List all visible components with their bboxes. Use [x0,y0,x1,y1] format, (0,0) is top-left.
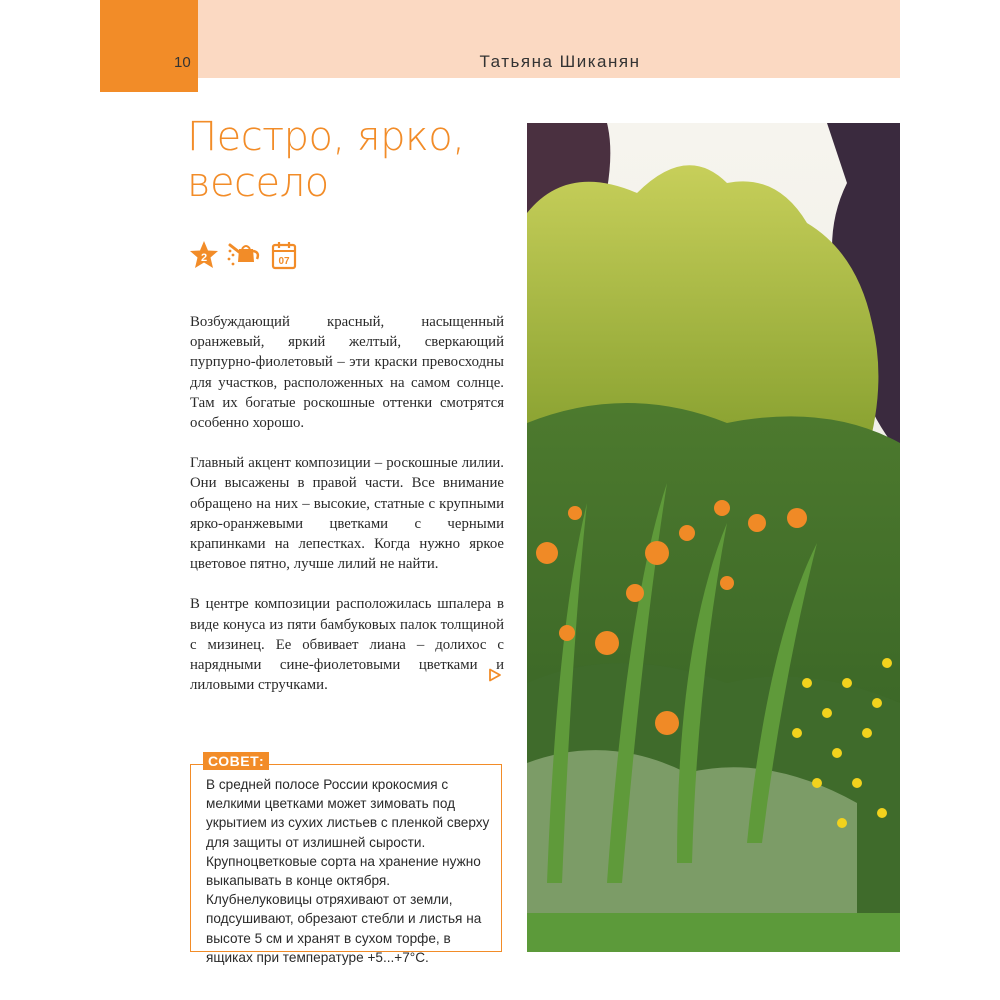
title-line-2: весело [187,160,329,206]
body-text [190,312,504,715]
garden-photo [527,123,900,952]
advice-text: В средней полосе России крокосмия с мелкими цветками может зимовать под укрытием из сухих листьев с пленкой сверху для защиты от излишней сырости. Крупноцветковые сорта на хранение нужно выкапывать в конце октября. Клубнелуковицы отряхивают от земли, подсушивают, обрезают стебли и листья на высоте 5 см и хранят в сухом торфе, в ящиках при температуре +5...+7°С. [206,777,490,965]
star-icon [189,240,219,270]
calendar-icon [271,240,297,270]
page-title [187,114,507,206]
advice-label: СОВЕТ: [203,752,269,770]
calendar-value: 07 [278,256,290,267]
watering-can-icon [227,240,261,270]
title-line-1: Пестро, ярко, [187,114,465,160]
author-name: Татьяна Шиканян [479,52,641,71]
page-tab [100,0,198,92]
paragraph-1: Возбуждающий красный, насыщенный оранжевый, яркий желтый, сверкающий пурпурно-фиолетовый – эти краски превосходны для участков, расположенных на самом солнце. Там их богатые роскошные оттенки смотрятся особенно хорошо. [190,314,504,432]
paragraph-2: Главный акцент композиции – роскошные лилии. Они высажены в правой части. Все внимание обращено на них – высокие, статные с крупными ярко-оранжевыми цветками с черными крапинками на лепестках. Когда нужно яркое цветовое пятно, лучше лилий не найти. [190,455,504,573]
triangle-arrow-icon [488,668,502,682]
difficulty-value: 2 [200,252,208,264]
paragraph-3: В центре композиции расположилась шпалера в виде конуса из пяти бамбуковых палок толщиной с мизинец. Ее обвивает лиана – долихос с нарядными сине-фиолетовыми цветками и лиловыми стручками. [190,596,504,694]
page-number: 10 [174,54,191,71]
